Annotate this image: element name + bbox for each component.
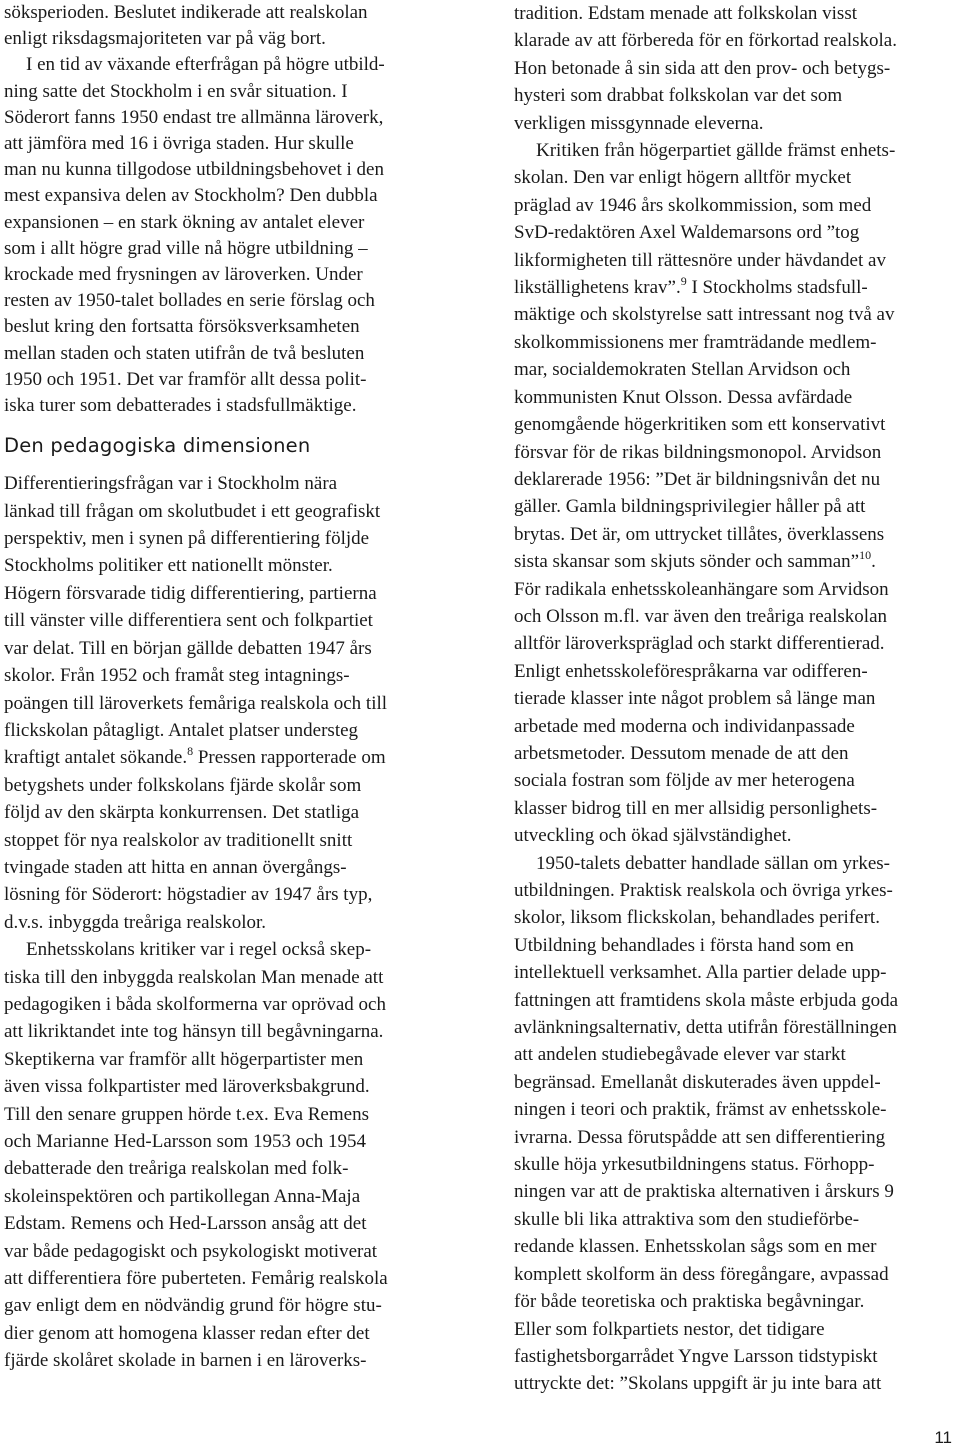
text-line: fjärde skolåret skolade in barnen i en läroverks- — [4, 1350, 367, 1372]
text-line: tiska till den inbyggda realskolan Man menade att — [4, 966, 384, 988]
text-line: att jämföra med 16 i övriga staden. Hur skulle — [4, 133, 354, 155]
text-line: skolor, liksom flickskolan, behandlades perifert. — [514, 907, 880, 929]
text-line: ning satte det Stockholm i en svår situation. I — [4, 80, 348, 102]
text-line: expansionen – en stark ökning av antalet elever — [4, 211, 365, 233]
text-line: betygshets under folkskolans fjärde skolår som — [4, 774, 362, 796]
right-paragraph-2-footnote-line-2 — [514, 547, 876, 573]
text-line: fastighetsborgarrådet Yngve Larsson tidstypiskt — [514, 1345, 878, 1367]
footnote-ref-8[interactable]: 8 — [187, 743, 194, 758]
text-line: intellektuell verksamhet. Alla partier delade upp- — [514, 962, 887, 984]
text-line: var både pedagogiskt och psykologiskt motiverat — [4, 1240, 378, 1262]
text-line: man nu kunna tillgodose utbildningsbehovet i den — [4, 159, 384, 181]
text-line: 1950 och 1951. Det var framför allt dessa polit- — [4, 368, 367, 390]
text-line: tvingade staden att hitta en annan övergångs- — [4, 856, 347, 878]
text-line: Söderort fanns 1950 endast tre allmänna läroverk, — [4, 106, 384, 128]
left-paragraph-3-lines-a — [4, 473, 387, 741]
text-line: gäller. Gamla bildningsprivilegier håller på att — [514, 496, 866, 518]
text-line: skulle bli lika attraktiva som den studieförbe- — [514, 1208, 860, 1230]
text-line: Till den senare gruppen hörde t.ex. Eva Remens — [4, 1103, 369, 1125]
text-line: Eller som folkpartiets nestor, det tidigare — [514, 1318, 825, 1340]
text-line: Skeptikerna var framför allt högerpartister men — [4, 1048, 364, 1070]
text-line: skolan. Den var enligt högern alltför mycket — [514, 167, 852, 189]
text-line: mäktige och skolstyrelse satt intressant nog två av — [514, 304, 895, 326]
text-line: pedagogiken i båda skolformerna var oprövad och — [4, 993, 386, 1015]
text-line: att differentiera före puberteten. Femårig realskola — [4, 1268, 388, 1290]
section-heading: Den pedagogiska dimensionen — [4, 434, 311, 458]
left-paragraph-2 — [4, 52, 444, 419]
fn-text-before: likställighetens krav”. — [514, 277, 681, 299]
text-line: Hon betonade å sin sida att den prov- och betygs- — [514, 57, 891, 79]
text-line: fattningen att framtidens skola måste erbjuda goda — [514, 989, 899, 1011]
text-line: skoleinspektören och partikollegan Anna-Maja — [4, 1185, 361, 1207]
text-line: ningen var att de praktiska alternativen i årskurs 9 — [514, 1181, 894, 1203]
text-line: till vänster ville differentiera sent och folkpartiet — [4, 610, 373, 632]
text-line: mellan staden och staten utifrån de två besluten — [4, 342, 365, 364]
text-line: Kritiken från högerpartiet gällde främst enhets- — [536, 140, 896, 162]
right-paragraph-2-lines-a — [514, 140, 895, 271]
text-line: Enhetsskolans kritiker var i regel också skep- — [26, 939, 372, 961]
text-line: iska turer som debatterades i stadsfullmäktige. — [4, 395, 357, 417]
fn-text-after: . — [871, 551, 876, 573]
footnote-ref-10[interactable]: 10 — [859, 547, 872, 562]
right-paragraph-1 — [514, 0, 956, 137]
text-line: kommunisten Knut Olsson. Dessa avfärdade — [514, 386, 853, 408]
left-paragraph-3-lines-b — [4, 775, 372, 933]
text-line: perspektiv, men i synen på differentiering följde — [4, 528, 370, 550]
text-line: präglad av 1946 års skolkommission, som med — [514, 194, 872, 216]
text-line: för både teoretiska och praktiska begåvningar. — [514, 1291, 865, 1313]
text-line: och Olsson m.fl. var även den treåriga realskolan — [514, 605, 888, 627]
text-line: arbetade med moderna och individanpassade — [514, 715, 855, 737]
text-line: länkad till frågan om skolutbudet i ett geografiskt — [4, 500, 381, 522]
text-line: I en tid av växande efterfrågan på högre utbild- — [26, 54, 385, 76]
text-line: d.v.s. inbyggda treåriga realskolor. — [4, 911, 267, 933]
text-line: lösning för Söderort: högstadier av 1947 års typ, — [4, 884, 373, 906]
text-line: Högern försvarade tidig differentiering, partierna — [4, 582, 377, 604]
text-line: skulle höja yrkesutbildningens status. Förhopp- — [514, 1154, 875, 1176]
text-line: 1950-talets debatter handlade sällan om yrkes- — [536, 852, 891, 874]
fn-text-after: Pressen rapporterade om — [193, 747, 386, 769]
text-line: ningen i teori och praktik, främst av enhetsskole- — [514, 1099, 887, 1121]
text-line: komplett skolform än dess föregångare, avpassad — [514, 1263, 889, 1285]
text-line: enligt riksdagsmajoriteten var på väg bort. — [4, 28, 326, 50]
text-line: försvar för de rikas bildningsmonopol. Arvidson — [514, 441, 882, 463]
text-line: begränsad. Emellanåt diskuterades även uppdel- — [514, 1071, 881, 1093]
text-line: brytas. Det är, om uttrycket tillåtes, överklassens — [514, 523, 885, 545]
footnote-ref-9[interactable]: 9 — [680, 273, 687, 288]
fn-text-before: kraftigt antalet sökande. — [4, 747, 188, 769]
text-line: följd av den skärpta konkurrensen. Det statliga — [4, 802, 360, 824]
text-line: utveckling och ökad självständighet. — [514, 825, 792, 847]
text-line: att likriktandet inte tog hänsyn till begåvningarna. — [4, 1021, 384, 1043]
text-line: skolor. Från 1952 och framåt steg intagnings- — [4, 665, 350, 687]
left-column — [4, 0, 444, 1375]
right-paragraph-2 — [514, 137, 956, 850]
left-paragraph-3-footnote-line — [4, 743, 386, 769]
text-line: redande klassen. Enhetsskolan sågs som en mer — [514, 1236, 877, 1258]
text-line: uttryckte det: ”Skolans uppgift är ju inte bara att — [514, 1373, 882, 1395]
text-line: skolkommissionens mer framträdande medlem- — [514, 331, 877, 353]
text-line: avlänkningsalternativ, detta utifrån föreställningen — [514, 1017, 897, 1039]
text-line: Enligt enhetsskoleförespråkarna var odifferen- — [514, 660, 868, 682]
text-line: beslut kring den fortsatta försöksverksamheten — [4, 316, 360, 338]
text-line: klarade av att förbereda för en förkortad realskola. — [514, 30, 897, 52]
text-line: utbildningen. Praktisk realskola och övriga yrkes- — [514, 880, 893, 901]
text-line: dier genom att homogena klasser redan efter det — [4, 1322, 370, 1344]
text-line: deklarerade 1956: ”Det är bildningsnivån det nu — [514, 468, 881, 490]
text-line: likformigheten till rättesnöre under hävdandet av — [514, 249, 886, 271]
text-line: hysteri som drabbat folkskolan var det som — [514, 85, 843, 107]
text-line: även vissa folkpartister med läroverksbakgrund. — [4, 1076, 370, 1098]
right-paragraph-2-lines-c — [514, 579, 889, 847]
page-number: 11 — [934, 1428, 952, 1447]
text-line: poängen till läroverkets femåriga realskola och till — [4, 692, 388, 714]
text-line: verkligen missgynnade eleverna. — [514, 112, 764, 134]
text-line: gav enligt dem en nödvändig grund för högre stu- — [4, 1295, 382, 1317]
left-paragraph-3 — [4, 470, 444, 936]
text-line: mar, socialdemokraten Stellan Arvidson och — [514, 359, 851, 381]
text-line: För radikala enhetsskoleanhängare som Arvidson — [514, 578, 889, 600]
text-line: och Marianne Hed-Larsson som 1953 och 1954 — [4, 1131, 366, 1152]
fn-text-after: I Stockholms stadsfull- — [686, 277, 868, 299]
right-paragraph-2-lines-b — [514, 304, 894, 544]
text-line: var delat. Till en början gällde debatten 1947 års — [4, 637, 372, 659]
left-paragraph-4 — [4, 936, 444, 1375]
text-line: stoppet för nya realskolor av traditionellt snitt — [4, 829, 353, 851]
text-line: alltför läroverkspräglad och starkt differentierad. — [514, 633, 885, 655]
text-line: sociala fostran som följde av mer heterogena — [514, 770, 855, 792]
text-line: söksperioden. Beslutet indikerade att realskolan — [4, 2, 368, 23]
right-column — [514, 0, 956, 1398]
text-line: Edstam. Remens och Hed-Larsson ansåg att det — [4, 1213, 367, 1235]
text-line: tierade klasser inte något problem så länge man — [514, 688, 876, 710]
fn-text-before: sista skansar som skjuts sönder och samman” — [514, 551, 860, 573]
text-line: mest expansiva delen av Stockholm? Den dubbla — [4, 185, 378, 207]
right-paragraph-3 — [514, 850, 956, 1398]
text-line: klasser bidrog till en mer allsidig personlighets- — [514, 797, 878, 819]
text-line: debatterade den treåriga realskolan med folk- — [4, 1158, 349, 1180]
text-line: ivrarna. Dessa förutspådde att sen differentiering — [514, 1126, 886, 1148]
text-line: Stockholms politiker ett nationellt mönster. — [4, 555, 333, 577]
text-line: Differentieringsfrågan var i Stockholm nära — [4, 473, 338, 495]
text-line: tradition. Edstam menade att folkskolan visst — [514, 3, 857, 24]
text-line: resten av 1950-talet bollades en serie förslag och — [4, 290, 375, 312]
text-line: att andelen studiebegåvade elever var starkt — [514, 1044, 846, 1066]
right-paragraph-2-footnote-line — [514, 273, 868, 299]
text-line: arbetsmetoder. Dessutom menade de att den — [514, 742, 849, 764]
text-line: SvD-redaktören Axel Waldemarsons ord ”tog — [514, 222, 860, 244]
text-line: som i allt högre grad ville nå högre utbildning – — [4, 237, 368, 259]
left-paragraph-1 — [4, 0, 444, 52]
text-line: genomgående högerkritiken som ett konservativt — [514, 414, 886, 436]
text-line: krockade med frysningen av läroverken. Under — [4, 264, 363, 286]
text-line: flickskolan påtagligt. Antalet platser understeg — [4, 719, 359, 741]
text-line: Utbildning behandlades i första hand som en — [514, 934, 854, 956]
